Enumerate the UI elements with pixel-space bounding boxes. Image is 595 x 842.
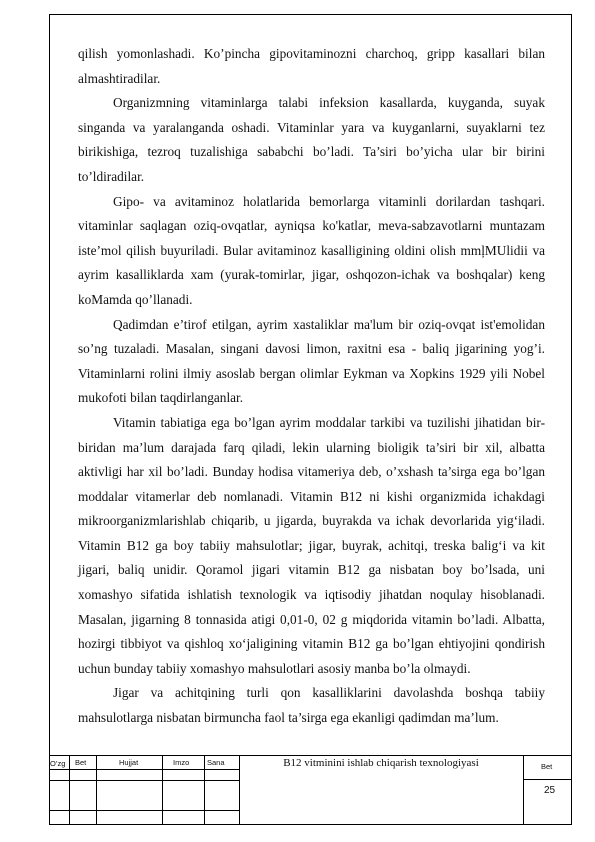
document-title: B12 vitminini ishlab chiqarish texnologiyasi (283, 757, 479, 769)
page-number: 25 (543, 785, 556, 796)
title-block-col-line (523, 755, 524, 825)
label-imzo: Imzo (173, 758, 190, 767)
label-sana: Sana (207, 758, 225, 767)
paragraph: qilish yomonlashadi. Ko’pincha gipovitaminozni charchoq, gripp kasallari bilan almashtiradilar. (78, 46, 545, 86)
paragraph: Vitamin tabiatiga ega bo’lgan ayrim moddalar tarkibi va tuzilishi jihatidan bir-biridan ma’lum darajada farq qiladi, lekin ularning bioligik ta’siri bir xil, albatta aktivligi har xil bo’ladi. Bunday hodisa vitameriya deb, o’xshash ta’sirga ega bo’lgan moddalar vitamerlar deb nomlanadi. Vitamin B12 ni kishi organizmida ichakdagi mikroorganizmlarishlab chiqarib, u jigarda, buyrakda va ichak devorlarida yig‘iladi. Vitamin B12 ga boy tabiiy mahsulotlar; jigar, buyrak, achitqi, treska balig‘i va kit jigari, baliq unidir. Qoramol jigari vitamin B12 ga nisbatan boy bo’lsada, uni xomashyo sifatida ishlatish texnologik va iqtisodiy jihatdan noqulay hisoblanadi. Masalan, jigarning 8 tonnasida atigi 0,01-0, 02 g miqdorida vitamin bo’ladi. Albatta, hozirgi tibbiyot va qishloq xo‘jaligining vitamin B12 ga bo’lgan ehtiyojini qondirish uchun bunday tabiiy xomashyo mahsulotlari asosiy manba bo’la olmaydi. (78, 414, 545, 676)
paragraph: Jigar va achitqining turli qon kasalliklarini davolashda boshqa tabiiy mahsulotlarga nisbatan birmuncha faol ta’sirga ega ekanligi qadimdan ma’lum. (78, 685, 545, 726)
paragraph: Organizmning vitaminlarga talabi infeksion kasallarda, kuyganda, suyak singanda va yaralanganda oshadi. Vitaminlar yara va kuyganlarni, suyaklarni tez birikishiga, tezroq tuzalishiga sababchi bo’ladi. Ta’siri bo’yicha ular bir birini to’ldiradilar. (78, 95, 545, 184)
label-ozg: O’zg (50, 759, 66, 768)
title-block-row-line (49, 810, 239, 811)
title-block-col-line (69, 755, 70, 825)
paragraph: Gipo- va avitaminoz holatlarida bemorlarga vitaminli dorilardan tashqari. vitaminlar saqlagan oziq-ovqatlar, ayniqsa ko'katlar, meva-sabzavotlarni muntazam iste’mol qilish buyuriladi. Bular avitaminoz kasalligining oldini olish mmļMUlidii va ayrim kasalliklarda xam (yurak-tomirlar, jigar, oshqozon-ichak va boshqalar) keng koMamda qo’llanadi. (78, 193, 545, 307)
page-label: Bet (541, 762, 553, 771)
title-block-row-line (523, 779, 572, 780)
title-block-col-line (204, 755, 205, 825)
title-block (49, 755, 572, 825)
title-block-col-line (96, 755, 97, 825)
title-block-row-line (49, 769, 239, 770)
paragraph: Qadimdan e’tirof etilgan, ayrim xastaliklar ma'lum bir oziq-ovqat ist'emolidan so’ng tuzaladi. Masalan, singani davosi limon, raxitni esa - baliq jigarining yog’i. Vitaminlarni rolini ilmiy asoslab bergan olimlar Eykman va Xopkins 1929 yili Nobel mukofoti bilan taqdirlanganlar. (78, 316, 545, 406)
title-block-col-line (162, 755, 163, 825)
label-hujjat: Hujjat (119, 758, 139, 767)
label-bet: Bet (75, 758, 87, 767)
title-block-top-border (49, 755, 572, 756)
title-block-row-line (49, 780, 239, 781)
document-body (78, 42, 545, 731)
